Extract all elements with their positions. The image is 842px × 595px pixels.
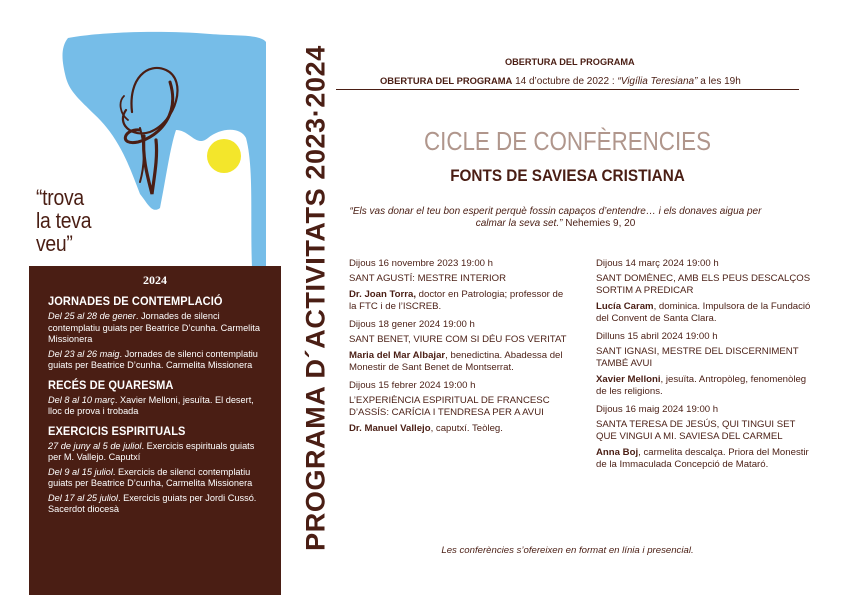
activity-text: . Exercicis espirituals guiats per M. Vallejo. Caputxí [48, 440, 255, 462]
conference-entry [349, 380, 569, 435]
speaker-bio: , jesuïta. Antropòleg, fenomenòleg de les religions. [596, 374, 807, 397]
cycle-title: CICLE DE CONFÈRENCIES [423, 126, 711, 156]
speaker-bio: , caputxí. Teòleg. [430, 423, 503, 434]
format-note: Les conferències s’ofereixen en format en línia i presencial. [441, 545, 694, 556]
section-quaresma [29, 378, 281, 418]
slogan-line: veu” [36, 231, 73, 256]
activity-item [48, 311, 269, 346]
conference-speaker [596, 301, 816, 325]
conference-entry [349, 319, 569, 374]
opening-label: OBERTURA DEL PROGRAMA [505, 57, 635, 67]
conference-title: SANTA TERESA DE JESÚS, QUI TINGUI SET QUE VINGUI A MI. SAVIESA DEL CARMEL [596, 419, 796, 442]
activities-sidebar [29, 266, 281, 595]
speaker-name: Anna Boj [596, 447, 639, 458]
conference-speaker [596, 374, 816, 398]
opening-line-event: “Vigília Teresiana” [617, 76, 698, 87]
activity-date: Del 17 al 25 juliol [48, 492, 118, 503]
activity-item [48, 441, 269, 464]
section-contemplacio [29, 294, 281, 372]
slogan [36, 186, 91, 255]
slogan-line: “trova [36, 185, 84, 210]
conference-title: SANT AGUSTÍ: MESTRE INTERIOR [349, 273, 507, 284]
speaker-bio: , benedictina. Abadessa del Monestir de Sant Benet de Montserrat. [349, 350, 563, 373]
speaker-name: Maria del Mar Albajar [349, 350, 446, 361]
header-divider [336, 89, 799, 90]
opening-line [380, 75, 741, 87]
opening-line-label: OBERTURA DEL PROGRAMA [380, 75, 513, 86]
conference-date: Dijous 18 gener 2024 19:00 h [349, 319, 475, 330]
conference-entry [596, 258, 816, 325]
activity-text: . Xavier Melloni, jesuïta. El desert, lloc de prova i trobada [48, 394, 254, 416]
section-exercicis [29, 424, 281, 516]
conference-date: Dilluns 15 abril 2024 19:00 h [596, 331, 718, 342]
activity-text: . Jornades de silenci contemplatiu guiats per Beatrice D’cunha. Carmelita Missionera [48, 348, 258, 370]
cycle-subtitle: FONTS DE SAVIESA CRISTIANA [450, 166, 685, 185]
conference-title: SANT IGNASI, MESTRE DEL DISCERNIMENT TAMBÉ AVUI [596, 346, 799, 369]
activity-date: Del 9 al 15 juliol [48, 466, 113, 477]
conference-entry [349, 258, 569, 313]
activity-date: Del 23 al 26 maig [48, 348, 120, 359]
conferences-right-column [596, 258, 816, 477]
vertical-title [297, 28, 335, 568]
conference-speaker [349, 289, 569, 313]
activity-text: . Exercicis guiats per Jordi Cussó. Sacerdot diocesà [48, 492, 257, 514]
speaker-bio: doctor en Patrologia; professor de la FTC i de l’ISCREB. [349, 289, 564, 312]
sun-shape [207, 139, 241, 173]
activity-date: Del 25 al 28 de gener [48, 311, 136, 321]
conference-speaker [349, 350, 569, 374]
activity-date: Del 8 al 10 març [48, 394, 115, 405]
conference-title: L’EXPERIÈNCIA ESPIRITUAL DE FRANCESC D’ASSÍS: CARÍCIA I TENDRESA PER A AVUI [349, 395, 550, 418]
activity-date: 27 de juny al 5 de juliol [48, 440, 142, 451]
quote-reference: Nehemies 9, 20 [562, 218, 636, 229]
speaker-name: Xavier Melloni [596, 374, 661, 385]
conference-date: Dijous 16 maig 2024 19:00 h [596, 404, 719, 415]
vertical-title-text: PROGRAMA D´ACTIVITATS 2023·2024 [300, 45, 331, 551]
opening-line-time: a les 19h [697, 76, 741, 87]
conference-title: SANT BENET, VIURE COM SI DÉU FOS VERITAT [349, 334, 567, 345]
speaker-name: Lucía Caram [596, 301, 654, 312]
speaker-name: Dr. Manuel Vallejo [349, 423, 431, 434]
conference-date: Dijous 14 març 2024 19:00 h [596, 258, 719, 269]
conference-date: Dijous 16 novembre 2023 19:00 h [349, 258, 494, 269]
opening-line-date: 14 d’octubre de 2022 : [512, 76, 618, 87]
section-title: JORNADES DE CONTEMPLACIÓ [48, 294, 223, 308]
activity-item [48, 467, 269, 490]
conferences-left-column [349, 258, 569, 441]
section-title: RECÉS DE QUARESMA [48, 377, 174, 392]
slogan-line: la teva [36, 208, 92, 233]
sidebar-year: 2024 [143, 273, 167, 287]
conference-title: SANT DOMÈNEC, AMB ELS PEUS DESCALÇOS SORTIM A PREDICAR [596, 273, 811, 296]
conference-speaker [349, 423, 569, 435]
speaker-bio: , carmelita descalça. Priora del Monestir de la Immaculada Concepció de Mataró. [596, 447, 809, 470]
conference-speaker [596, 447, 816, 471]
activity-text: . Jornades de silenci contemplatiu guiats per Beatrice D’cunha. Carmelita Missionera [48, 311, 260, 344]
section-title: EXERCICIS ESPIRITUALS [48, 423, 186, 438]
conference-entry [596, 331, 816, 398]
activity-item [48, 395, 269, 418]
bible-quote [348, 206, 763, 230]
conference-entry [596, 404, 816, 471]
activity-item [48, 349, 269, 372]
activity-text: . Exercicis de silenci contemplatiu guiats per Beatrice D’cunha, Carmelita Missionera [48, 466, 253, 488]
conference-date: Dijous 15 febrer 2024 19:00 h [349, 380, 476, 391]
speaker-bio: , dominica. Impulsora de la Fundació del Convent de Santa Clara. [596, 301, 811, 324]
quote-text: “Els vas donar el teu bon esperit perquè fossin capaços d’entendre… i els donaves aigua per calmar la seva set.” [349, 206, 762, 229]
activity-item [48, 493, 269, 516]
speaker-name: Dr. Joan Torra, [349, 289, 416, 300]
